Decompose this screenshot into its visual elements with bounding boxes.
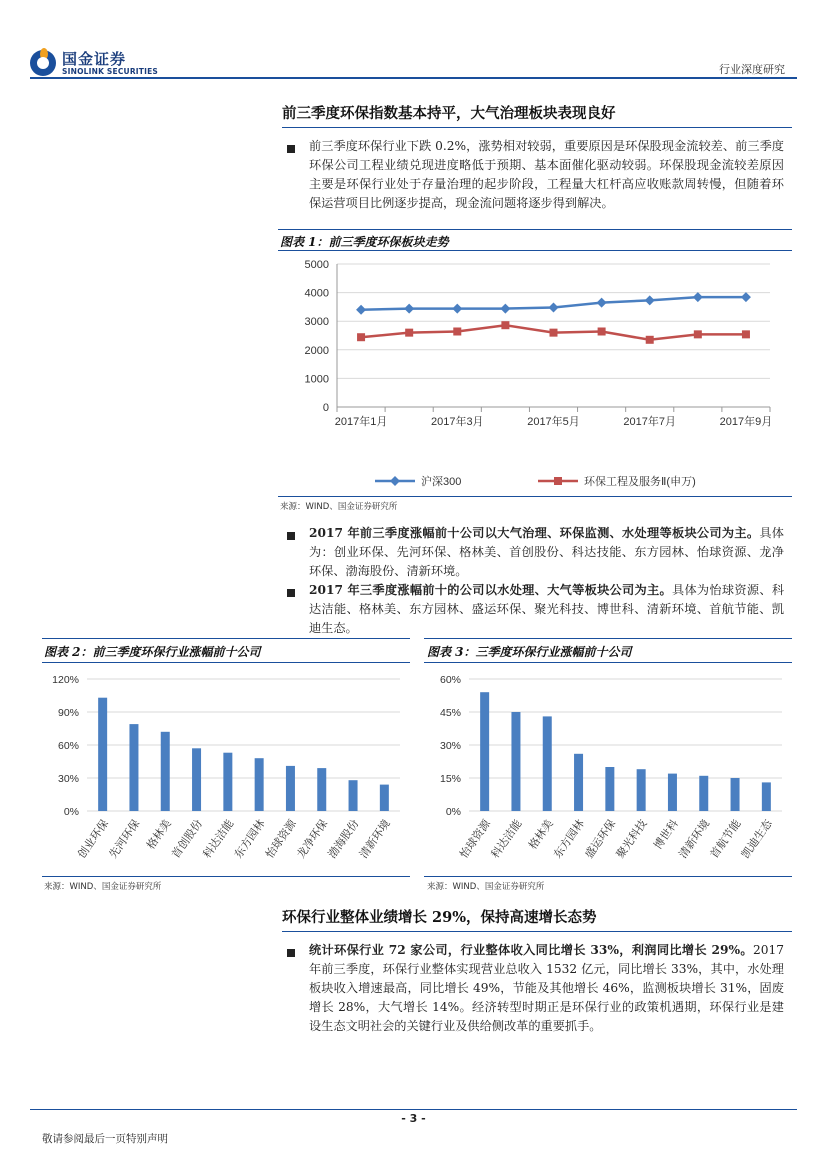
bar: [762, 782, 771, 811]
x-tick-label: 首创股份: [169, 817, 206, 861]
figure-caption: 图表 2：前三季度环保行业涨幅前十公司: [44, 645, 261, 659]
bullet-body: 具体为：创业环保、先河环保、格林美、首创股份、科达技能、东方园林、怡球资源、龙净环保、渤海股份、清新环境。: [309, 526, 784, 578]
figure-caption: 图表 3：三季度环保行业涨幅前十公司: [427, 645, 632, 659]
bar: [574, 754, 583, 811]
legend-marker: [554, 477, 562, 485]
figure-top-rule: [278, 229, 792, 230]
y-tick-label: 60%: [439, 674, 461, 686]
bullet-body: 具体为怡球资源、科达洁能、格林美、东方园林、盛运环保、聚光科技、博世科、清新环境、首航节能、凯迪生态。: [309, 583, 785, 635]
x-tick-label: 2017年5月: [527, 416, 580, 428]
bar: [543, 716, 552, 811]
bar: [317, 768, 326, 811]
data-point: [357, 333, 365, 341]
x-tick-label: 科达洁能: [201, 817, 237, 861]
bar: [480, 692, 489, 811]
section-title-rule: [282, 127, 792, 128]
figure-source: 来源：WIND、国金证券研究所: [427, 882, 545, 892]
figure-bottom-rule: [278, 496, 792, 497]
line-chart: [280, 252, 792, 495]
x-tick-label: 东方园林: [551, 817, 588, 861]
x-tick-label: 清新环境: [357, 817, 393, 861]
brand-logo: [30, 48, 170, 78]
bar: [161, 732, 170, 811]
logo-icon: [30, 50, 56, 76]
bullet-marker: [287, 145, 295, 153]
figure-bottom-rule: [424, 876, 792, 877]
y-tick-label: 0%: [63, 806, 79, 818]
bar: [605, 767, 614, 811]
bar-chart: [424, 664, 792, 874]
bar: [349, 780, 358, 811]
x-tick-label: 2017年3月: [430, 416, 484, 428]
x-tick-label: 科达洁能: [489, 817, 525, 861]
bullet-marker: [287, 532, 295, 540]
data-point: [453, 327, 461, 335]
y-tick-label: 120%: [52, 674, 79, 686]
bar: [637, 769, 646, 811]
y-tick-label: 0%: [445, 806, 461, 818]
section-title: 前三季度环保指数基本持平，大气治理板块表现良好: [282, 105, 616, 122]
bar: [223, 753, 232, 811]
figure-caption-rule: [278, 250, 792, 251]
x-tick-label: 盛运环保: [583, 817, 619, 861]
document-type: 行业深度研究: [719, 63, 785, 76]
y-tick-label: 1000: [304, 373, 329, 386]
x-tick-label: 东方园林: [232, 817, 268, 861]
chart-background: [280, 252, 792, 495]
y-tick-label: 3000: [304, 316, 329, 329]
bar: [699, 776, 708, 811]
y-tick-label: 30%: [57, 773, 79, 785]
data-point: [646, 336, 654, 344]
bar-chart: [42, 664, 410, 874]
bar: [98, 698, 107, 811]
x-tick-label: 清新环境: [677, 817, 713, 861]
bar: [192, 748, 201, 811]
x-tick-label: 博世科: [652, 817, 681, 852]
x-tick-label: 怡球资源: [263, 817, 299, 861]
y-tick-label: 90%: [57, 707, 79, 719]
figure-top-rule: [42, 638, 410, 639]
y-tick-label: 45%: [439, 707, 461, 719]
data-point: [694, 330, 702, 338]
y-tick-label: 15%: [439, 773, 461, 785]
figure-bottom-rule: [42, 876, 410, 877]
x-tick-label: 2017年9月: [719, 416, 773, 428]
figure-source: 来源：WIND、国金证券研究所: [44, 882, 162, 892]
footer-rule: [30, 1109, 797, 1110]
x-tick-label: 龙净环保: [295, 817, 331, 861]
y-tick-label: 60%: [57, 740, 79, 752]
data-point: [405, 329, 413, 337]
brand-name-en: SINOLINK SECURITIES: [62, 67, 159, 76]
bullet-marker: [287, 589, 295, 597]
x-tick-label: 格林美: [144, 817, 174, 852]
bar: [129, 724, 138, 811]
page-number: - 3 -: [401, 1112, 426, 1125]
data-point: [501, 321, 509, 329]
section-paragraph: 前三季度环保行业下跌 0.2%，涨势相对较弱，重要原因是环保股现金流较差、前三季度环保公司工程业绩兑现进度略低于预期、基本面催化驱动较弱。环保股现金流较差原因主要是环保行业处于存量治理的起步阶段，工程量大杠杆高应收账款周转慢，但随着环保运营项目比例逐步提高，现金流问题将逐步得到解决。: [309, 139, 784, 210]
x-tick-label: 创业环保: [76, 817, 112, 861]
legend-label: 环保工程及服务Ⅱ(申万): [584, 476, 696, 488]
figure-caption-rule: [424, 662, 792, 663]
data-point: [742, 330, 750, 338]
bullet-paragraph: [309, 941, 784, 1036]
section-title: 环保行业整体业绩增长 29%，保持高速增长态势: [282, 909, 597, 926]
header-rule: [30, 77, 797, 79]
y-tick-label: 4000: [304, 287, 329, 300]
x-tick-label: 格林美: [526, 817, 556, 852]
x-tick-label: 2017年7月: [623, 416, 677, 428]
data-point: [550, 329, 558, 337]
bullet-marker: [287, 949, 295, 957]
x-tick-label: 凯迪生态: [739, 817, 775, 861]
footer-disclaimer: 敬请参阅最后一页特别声明: [42, 1133, 168, 1145]
x-tick-label: 首航节能: [708, 817, 744, 861]
bullet-body: 2017 年前三季度，环保行业整体实现营业总收入 1532 亿元，同比增长 33%，其中，水处理板块收入增速最高，同比增长 49%，节能及其他增长 46%，监测板块增长 31%，固废增长 28%，大气增长 14%。经济转型时期正是环保行业的政策机遇期，环保行业是建设生态文明社会的关键行业及供给侧改革的重要抓手。: [309, 943, 784, 1033]
figure-caption-rule: [42, 662, 410, 663]
bullet-paragraph: [309, 524, 784, 581]
y-tick-label: 0: [322, 402, 329, 414]
bar: [731, 778, 740, 811]
bullet-paragraph: [309, 581, 784, 638]
bar: [380, 785, 389, 811]
figure-caption: 图表 1：前三季度环保板块走势: [280, 235, 449, 249]
bar: [255, 758, 264, 811]
data-point: [598, 327, 606, 335]
figure-top-rule: [424, 638, 792, 639]
legend-label: 沪深300: [421, 476, 462, 488]
bar: [668, 774, 677, 811]
section-title-rule: [282, 931, 792, 932]
figure-source: 来源：WIND、国金证券研究所: [280, 502, 398, 512]
x-tick-label: 聚光科技: [614, 817, 650, 861]
brand-name-cn: 国金证券: [62, 50, 127, 68]
x-tick-label: 先河环保: [107, 817, 143, 861]
y-tick-label: 30%: [439, 740, 461, 752]
x-tick-label: 渤海股份: [326, 817, 362, 861]
bar: [511, 712, 520, 811]
y-tick-label: 5000: [304, 259, 329, 271]
bullet-bold-lead: 统计环保行业 72 家公司，行业整体收入同比增长 33%，利润同比增长 29%。: [309, 943, 753, 957]
y-tick-label: 2000: [304, 344, 329, 357]
x-tick-label: 怡球资源: [458, 817, 494, 861]
x-tick-label: 2017年1月: [334, 416, 388, 428]
bar: [286, 766, 295, 811]
bullet-bold-lead: 2017 年三季度涨幅前十的公司以水处理、大气等板块公司为主。: [309, 583, 672, 597]
bullet-bold-lead: 2017 年前三季度涨幅前十公司以大气治理、环保监测、水处理等板块公司为主。: [309, 526, 760, 540]
